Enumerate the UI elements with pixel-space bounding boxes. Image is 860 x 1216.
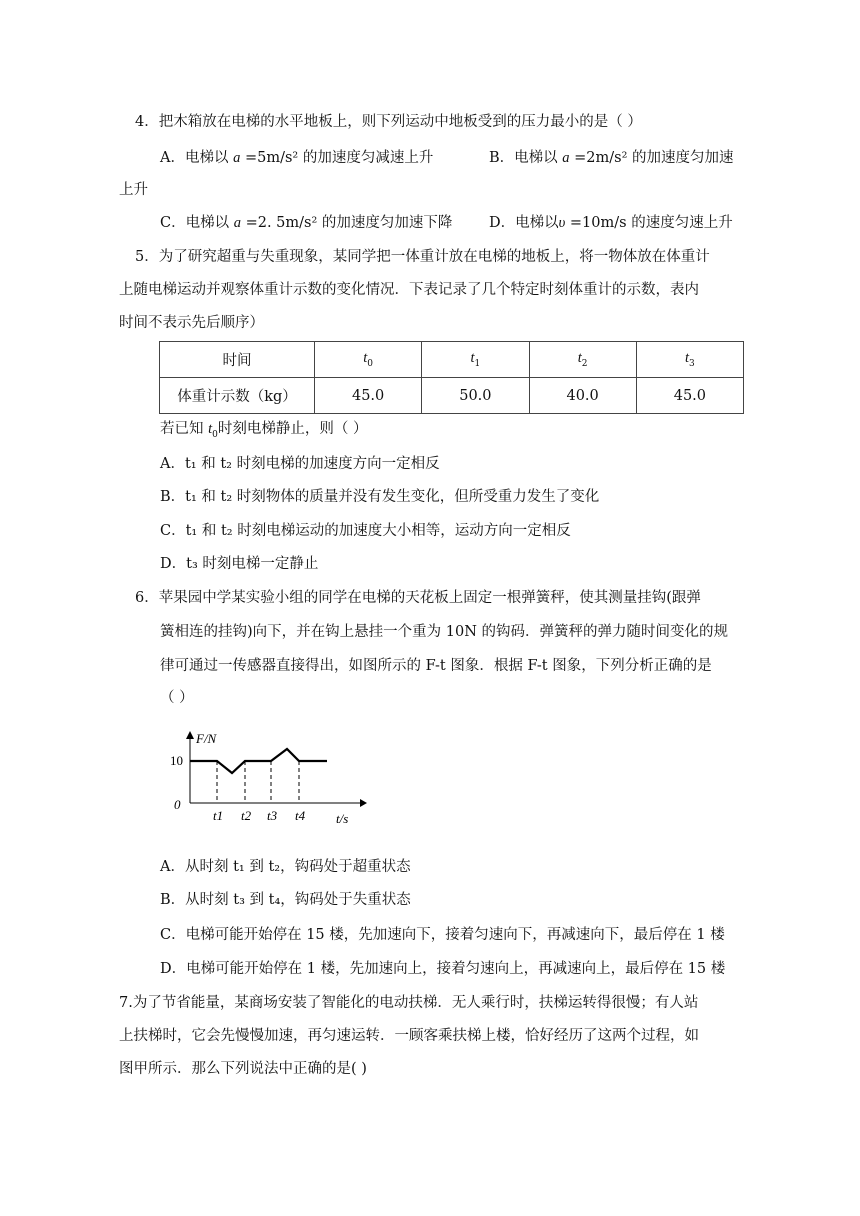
q5-line-3: 时间不表示先后顺序）	[119, 315, 264, 331]
y-axis-label: F/N	[196, 731, 217, 746]
table-cell: 45.0	[636, 378, 743, 414]
q5-option-c: C．t₁ 和 t₂ 时刻电梯运动的加速度大小相等，运动方向一定相反	[160, 523, 571, 539]
q4-option-a: A．电梯以 a =5m/s² 的加速度匀减速上升	[160, 150, 434, 166]
q5-option-d: D．t₃ 时刻电梯一定静止	[160, 556, 319, 572]
q4-stem: 4．把木箱放在电梯的水平地板上，则下列运动中地板受到的压力最小的是（ ）	[135, 114, 642, 130]
q4-option-b: B．电梯以 a =2m/s² 的加速度匀加速	[489, 150, 734, 166]
t2-label: t2	[241, 808, 252, 823]
q5-option-a: A．t₁ 和 t₂ 时刻电梯的加速度方向一定相反	[160, 456, 440, 472]
q5-option-b: B．t₁ 和 t₂ 时刻物体的质量并没有发生变化，但所受重力发生了变化	[160, 489, 600, 505]
q6-line-4: （ ）	[160, 690, 194, 706]
q7-line-1: 7.为了节省能量，某商场安装了智能化的电动扶梯．无人乘行时，扶梯运转得很慢；有人站	[119, 995, 699, 1011]
t1-label: t1	[213, 808, 224, 823]
q6-line-2: 簧相连的挂钩)向下，并在钩上悬挂一个重为 10N 的钩码．弹簧秤的弹力随时间变化的规	[160, 624, 729, 640]
q4-option-c: C．电梯以 a =2. 5m/s² 的加速度匀加速下降	[160, 215, 453, 231]
force-curve	[190, 749, 327, 773]
q6-line-1: 6．苹果园中学某实验小组的同学在电梯的天花板上固定一根弹簧秤，使其测量挂钩(跟弹	[135, 590, 701, 606]
origin-label: 0	[174, 797, 181, 812]
x-axis-label: t/s	[336, 811, 349, 826]
table-row-label: 体重计示数（kg）	[160, 378, 315, 414]
q4-option-b-cont: 上升	[119, 182, 148, 198]
x-axis-arrow	[360, 799, 367, 807]
q6-option-a: A．从时刻 t₁ 到 t₂，钩码处于超重状态	[160, 859, 411, 875]
table-header-time: 时间	[160, 342, 315, 378]
table-header-t1: $t_1$	[422, 342, 529, 378]
table-header-t2: $t_2$	[529, 342, 636, 378]
t4-label: t4	[295, 808, 306, 823]
table-header-t3: $t_3$	[636, 342, 743, 378]
q6-ft-graph	[160, 723, 370, 828]
table-cell: 50.0	[422, 378, 529, 414]
t3-label: t3	[267, 808, 278, 823]
q5-line-1: 5．为了研究超重与失重现象，某同学把一体重计放在电梯的地板上，将一物体放在体重计	[135, 249, 710, 265]
y-tick-10: 10	[170, 753, 183, 768]
table-row	[160, 378, 744, 414]
q4-option-d: D．电梯以υ =10m/s 的速度匀速上升	[489, 215, 733, 231]
table-header-t0: $t_0$	[315, 342, 422, 378]
q6-line-3: 律可通过一传感器直接得出，如图所示的 F-t 图象．根据 F-t 图象，下列分析正确的是	[160, 658, 712, 674]
q6-option-d: D．电梯可能开始停在 1 楼，先加速向上，接着匀速向上，再减速向上，最后停在 15 楼	[160, 961, 726, 977]
q6-option-c: C．电梯可能开始停在 15 楼，先加速向下，接着匀速向下，再减速向下，最后停在 1 楼	[160, 927, 725, 943]
table-cell: 40.0	[529, 378, 636, 414]
q5-line-2: 上随电梯运动并观察体重计示数的变化情况．下表记录了几个特定时刻体重计的示数，表内	[119, 282, 699, 298]
table-row	[160, 342, 744, 378]
q5-data-table	[159, 341, 744, 414]
table-cell: 45.0	[315, 378, 422, 414]
q5-condition: 若已知 $t_0$时刻电梯静止，则（ ）	[160, 421, 368, 440]
q7-line-3: 图甲所示．那么下列说法中正确的是( )	[119, 1061, 367, 1077]
y-axis-arrow	[186, 731, 194, 739]
q6-option-b: B．从时刻 t₃ 到 t₄，钩码处于失重状态	[160, 892, 411, 908]
q7-line-2: 上扶梯时，它会先慢慢加速，再匀速运转．一顾客乘扶梯上楼，恰好经历了这两个过程，如	[119, 1028, 699, 1044]
